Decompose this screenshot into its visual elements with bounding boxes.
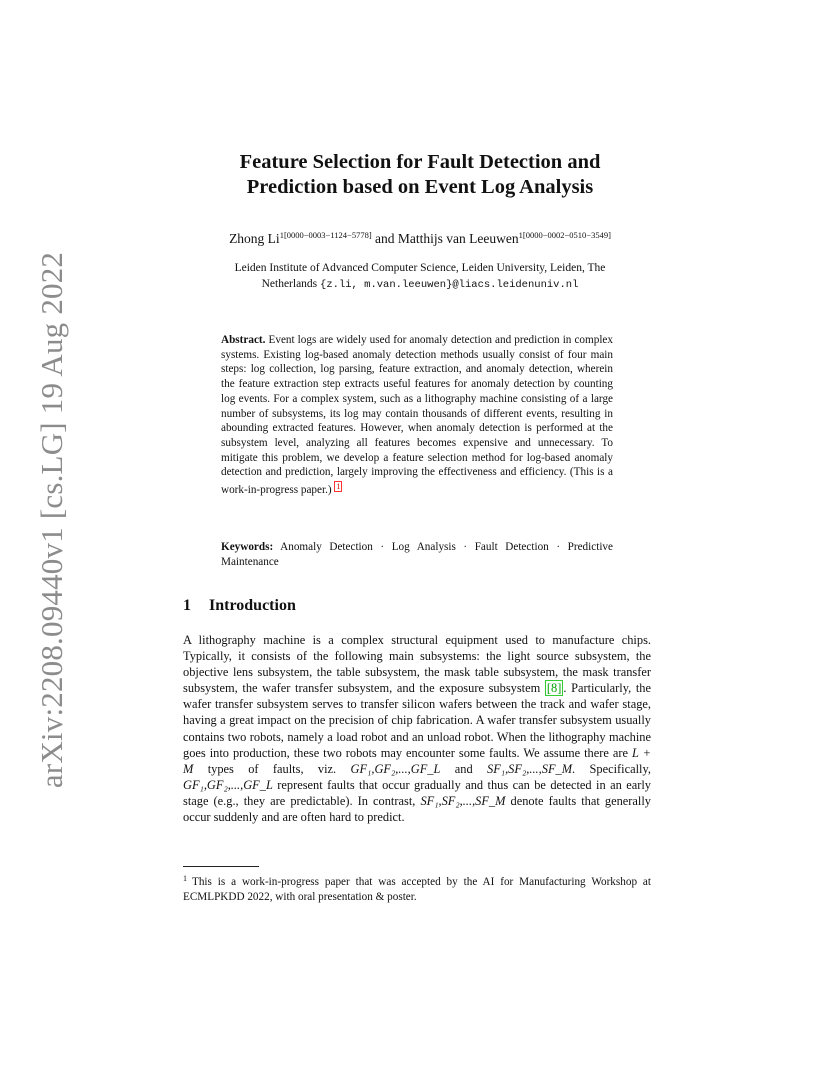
footnote-mark: 1	[183, 874, 187, 883]
keywords-text: Anomaly Detection · Log Analysis · Fault Detection · Predictive Maintenance	[221, 541, 613, 568]
math-expression: L + M	[183, 745, 651, 776]
citation-link[interactable]: [8]	[546, 681, 562, 696]
keywords	[221, 540, 613, 569]
math-expression: GF₁,GF₂,...,GF_L	[183, 777, 273, 792]
title-line-2: Prediction based on Event Log Analysis	[246, 176, 594, 198]
author-orcid: 1[0000−0002−0510−3549]	[518, 230, 611, 240]
author-orcid: 1[0000−0003−1124−5778]	[279, 230, 372, 240]
affiliation	[170, 260, 670, 293]
math-expression: SF₁,SF₂,...,SF_M	[420, 793, 506, 808]
abstract-text: Event logs are widely used for anomaly detection and prediction in complex systems. Existing log-based anomaly detection methods usually consist of four main steps: log collection, log parsing, feature extraction, and anomaly detection, wherein the feature extraction step extracts useful features for anomaly detection by counting log events. For a complex system, such as a lithography machine consisting of a large number of subsystems, its log may contain thousands of different events, resulting in abounding extracted features. However, when anomaly detection is performed at the subsystem level, analyzing all features becomes expensive and unnecessary. To mitigate this problem, we develop a feature selection method for log-based anomaly detection and prediction, largely improving the effectiveness and efficiency. (This is a work-in-progress paper.)	[221, 334, 613, 497]
author-joiner: and	[375, 231, 395, 246]
affiliation-country: Netherlands	[261, 278, 318, 290]
keywords-label: Keywords:	[221, 541, 274, 553]
footnote	[183, 872, 651, 904]
math-expression: GF₁,GF₂,...,GF_L	[350, 761, 441, 776]
footnote-link[interactable]: 1	[336, 482, 341, 492]
paper-title	[150, 150, 690, 200]
body-text-segment: types of faults, viz.	[207, 761, 337, 776]
arxiv-stamp: arXiv:2208.09440v1 [cs.LG] 19 Aug 2022	[34, 251, 69, 789]
section-heading	[183, 597, 296, 615]
body-text-segment: represent faults that occur gradually and thus can be detected in an early stage (e.g., they are predictable). In contrast,	[183, 777, 651, 808]
body-text-segment: A lithography machine is a complex structural equipment used to manufacture chips. Typically, it consists of the following main subsystems: the light source subsystem, the objective lens subsystem, the table subsystem, the mask table subsystem, the mask transfer subsystem, the wafer transfer subsystem, and the exposure subsystem	[183, 633, 651, 696]
affiliation-line-1: Leiden Institute of Advanced Computer Science, Leiden University, Leiden, The	[234, 262, 606, 274]
author-emails[interactable]: {z.li, m.van.leeuwen}@liacs.leidenuniv.nl	[320, 279, 579, 291]
affiliation-line-2	[170, 276, 670, 293]
author-name: Matthijs van Leeuwen	[397, 231, 519, 246]
author-list	[150, 230, 690, 247]
body-text-segment: and	[454, 761, 473, 776]
section-number: 1	[183, 597, 191, 614]
abstract	[221, 333, 613, 498]
abstract-label: Abstract.	[221, 334, 266, 346]
math-expression: SF₁,SF₂,...,SF_M	[487, 761, 573, 776]
body-text-segment: . Particularly, the wafer transfer subsystem serves to transfer silicon wafers between the track and wafer stage, having a great impact on the precision of chip fabrication. A wafer transfer subsystem usually contains two robots, namely a load robot and an unload robot. When the lithography machine goes into production, these two robots may encounter some faults. We assume there are	[183, 681, 651, 760]
body-text-segment: denote faults that generally occur suddenly and are often hard to predict.	[183, 793, 651, 825]
section-title: Introduction	[209, 597, 296, 614]
author-name: Zhong Li	[229, 231, 280, 246]
intro-paragraph	[183, 632, 651, 825]
footnote-divider	[183, 866, 259, 867]
footnote-text: This is a work-in-progress paper that was accepted by the AI for Manufacturing Workshop at ECMLPKDD 2022, with oral presentation & poster.	[183, 876, 651, 903]
body-text-segment: . Specifically,	[572, 761, 651, 776]
title-line-1: Feature Selection for Fault Detection and	[239, 151, 601, 173]
